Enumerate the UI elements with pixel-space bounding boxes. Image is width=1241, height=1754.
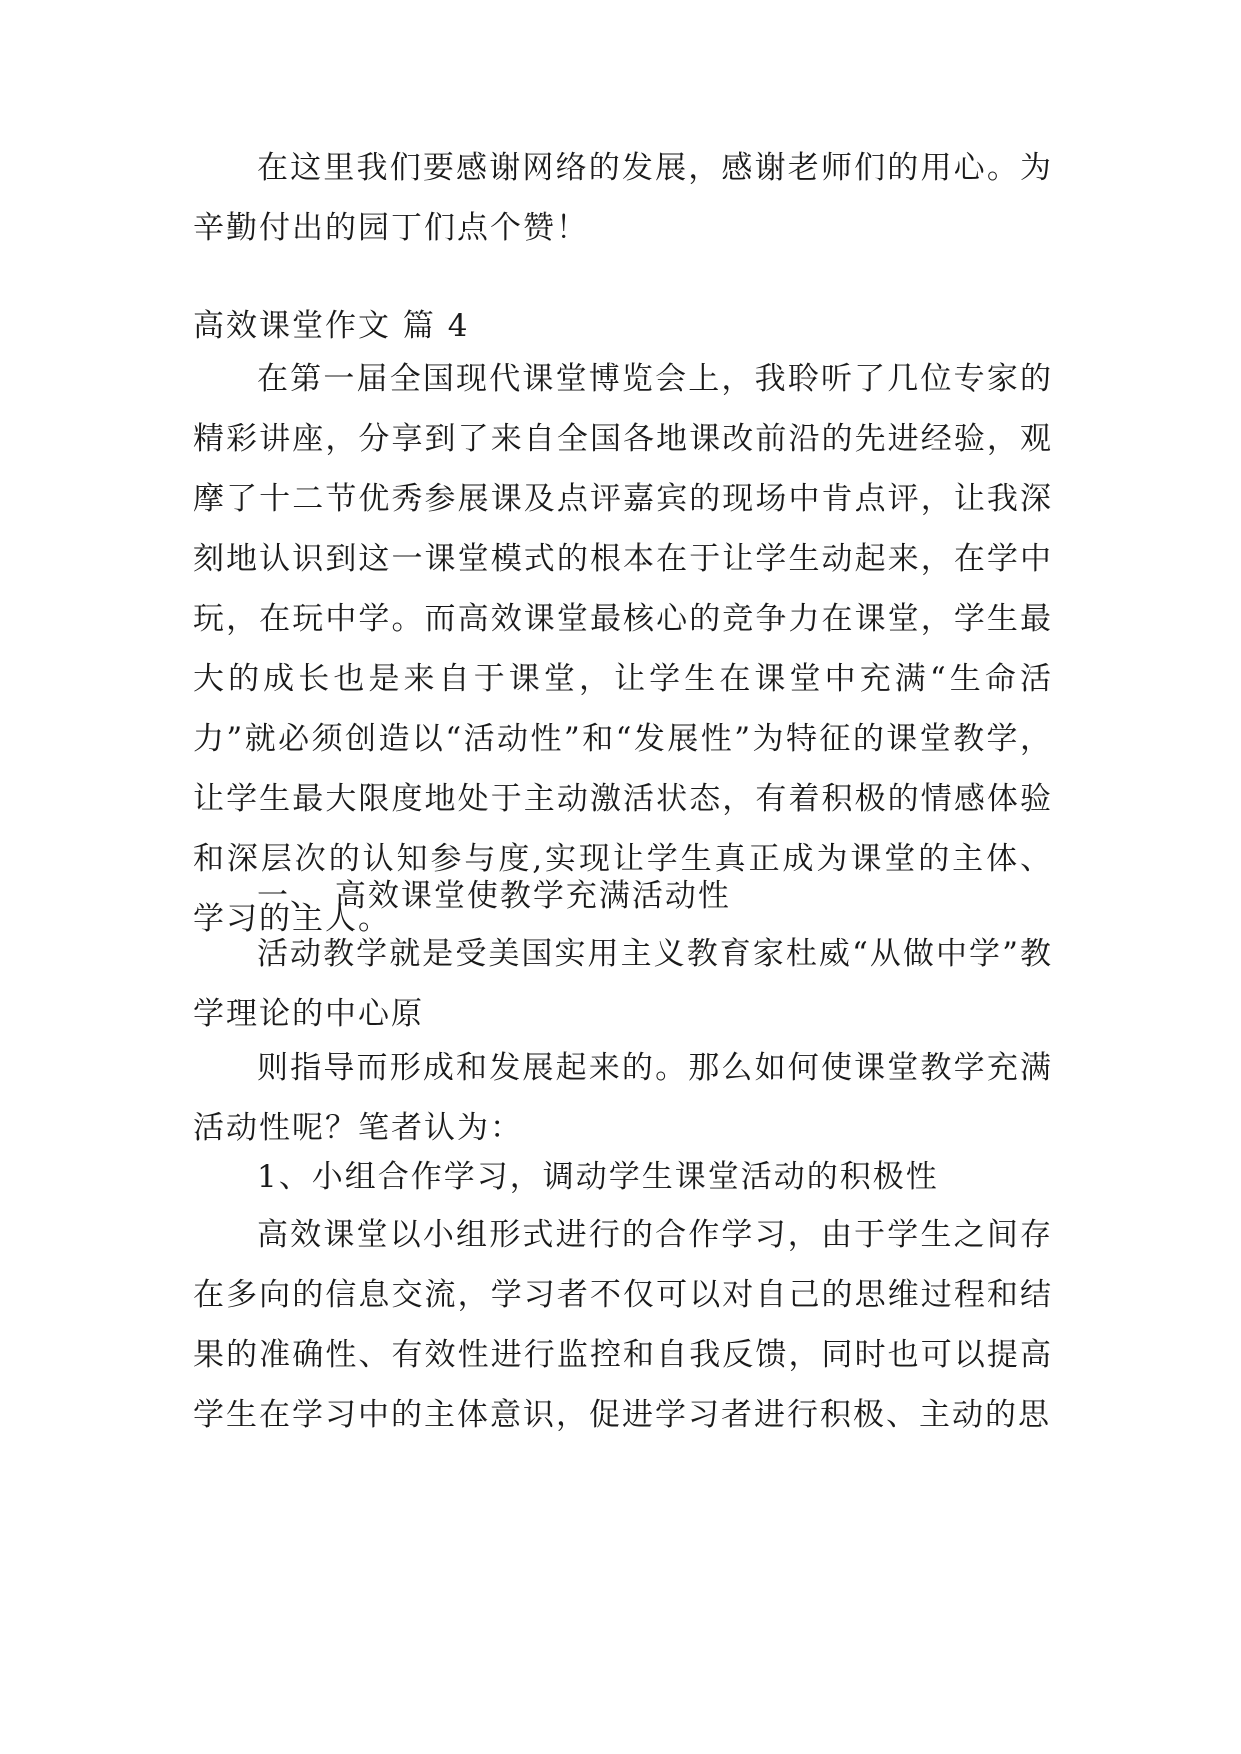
- activity-continuation-paragraph: 则指导而形成和发展起来的。那么如何使课堂教学充满活动性呢？笔者认为：: [193, 1050, 1053, 1146]
- activity-teaching-paragraph: 活动教学就是受美国实用主义教育家杜威“从做中学”教学理论的中心原: [193, 936, 1053, 1032]
- section-title: 高效课堂作文 篇 4: [193, 308, 470, 344]
- subheading-one: 一、 高效课堂使教学充满活动性: [257, 878, 731, 914]
- group-learning-paragraph: 高效课堂以小组形式进行的合作学习，由于学生之间存在多向的信息交流，学习者不仅可以对自己的思维过程和结果的准确性、有效性进行监控和自我反馈，同时也可以提高学生在学习中的主体意识，促进学习者进行积极、主动的思: [193, 1217, 1053, 1433]
- closing-paragraph: 在这里我们要感谢网络的发展，感谢老师们的用心。为辛勤付出的园丁们点个赞！: [193, 150, 1053, 246]
- intro-paragraph: 在第一届全国现代课堂博览会上，我聆听了几位专家的精彩讲座，分享到了来自全国各地课改前沿的先进经验，观摩了十二节优秀参展课及点评嘉宾的现场中肯点评，让我深刻地认识到这一课堂模式的根本在于让学生动起来，在学中玩，在玩中学。而高效课堂最核心的竞争力在课堂，学生最大的成长也是来自于课堂，让学生在课堂中充满“生命活力”就必须创造以“活动性”和“发展性”为特征的课堂教学，让学生最大限度地处于主动激活状态，有着积极的情感体验和深层次的认知参与度,实现让学生真正成为课堂的主体、学习的主人。: [193, 361, 1053, 937]
- point-one-heading: 1、小组合作学习，调动学生课堂活动的积极性: [257, 1159, 939, 1195]
